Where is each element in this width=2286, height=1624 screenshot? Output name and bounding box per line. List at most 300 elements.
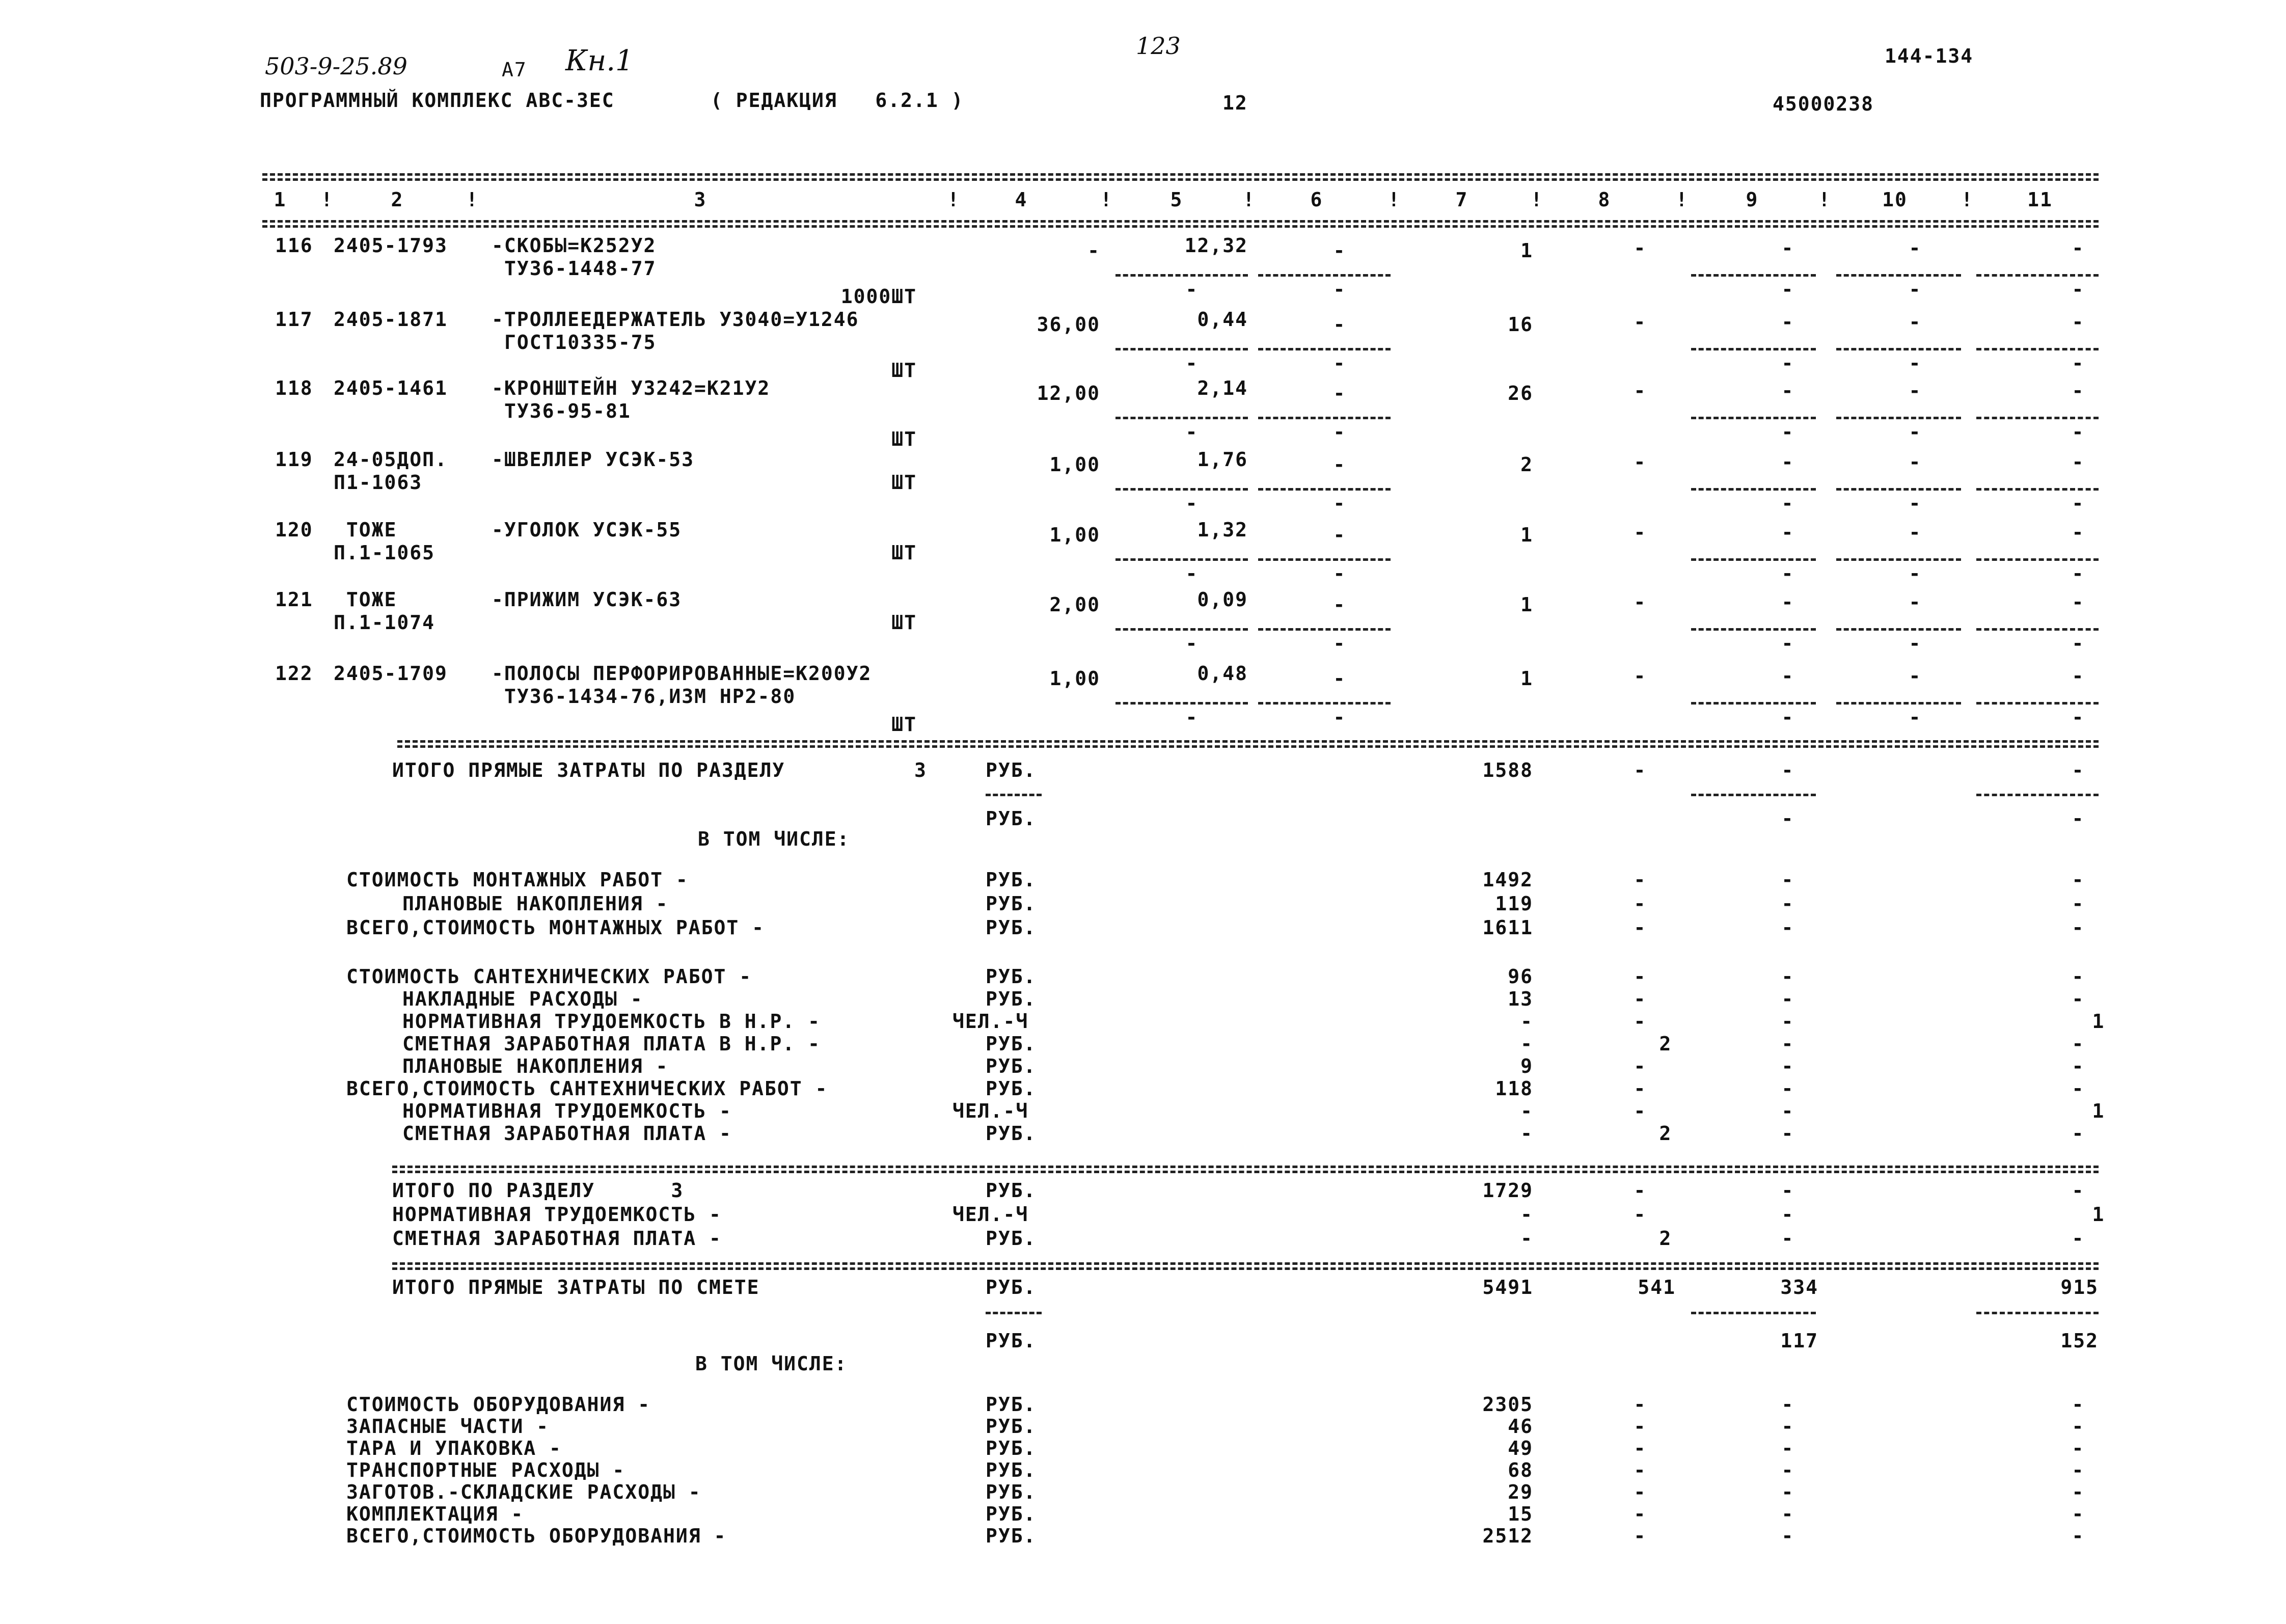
column-header: 5 <box>1170 188 1183 211</box>
unit: ЧЕЛ.-Ч <box>953 1100 1029 1122</box>
column-9-value: 117 <box>1780 1330 1818 1352</box>
column-11-value: - <box>2072 521 2085 544</box>
column-9-value: - <box>1781 1459 1794 1481</box>
column-header: 10 <box>1882 188 1908 211</box>
row-number: 120 <box>275 519 313 541</box>
breakdown-label: ВСЕГО,СТОИМОСТЬ МОНТАЖНЫХ РАБОТ - <box>346 916 765 939</box>
cell-underline <box>1115 702 1248 705</box>
column-6-value: - <box>1333 593 1346 616</box>
unit: РУБ. <box>986 1122 1037 1145</box>
breakdown-label: СМЕТНАЯ ЗАРАБОТНАЯ ПЛАТА - <box>392 1227 722 1250</box>
album-code: A7 <box>502 59 527 81</box>
column-8-value: - <box>1634 1077 1647 1100</box>
column-9-sub-value: - <box>1781 421 1794 443</box>
column-7-value: 1 <box>1520 667 1533 690</box>
column-8-value: - <box>1634 521 1647 544</box>
program-name: ПРОГРАММНЫЙ КОМПЛЕКС АВС-3ЕС <box>260 89 615 112</box>
column-9-value: - <box>1781 1100 1794 1122</box>
column-11-value: - <box>2072 1415 2085 1438</box>
unit: РУБ. <box>986 1227 1037 1250</box>
cell-underline <box>1691 348 1816 350</box>
column-9-sub-value: - <box>1781 492 1794 515</box>
equipment-label: ЗАПАСНЫЕ ЧАСТИ - <box>346 1415 550 1438</box>
section-total-rule <box>392 1166 2099 1168</box>
unit: РУБ. <box>986 1276 1037 1298</box>
column-7-value: 2512 <box>1482 1525 1533 1547</box>
column-8-value: - <box>1634 1525 1647 1547</box>
column-9-value: - <box>1781 591 1794 613</box>
column-9-value: - <box>1781 1437 1794 1459</box>
edition-label: ( РЕДАКЦИЯ 6.2.1 ) <box>711 89 964 112</box>
column-10-value: - <box>1909 591 1922 613</box>
column-11-value: - <box>2072 1437 2085 1459</box>
cell-underline <box>1976 274 2099 277</box>
column-9-value: - <box>1781 1227 1794 1250</box>
cell-underline <box>1836 558 1961 561</box>
column-10-value: - <box>1909 521 1922 544</box>
column-11-value: - <box>2072 1077 2085 1100</box>
column-header: 3 <box>694 188 707 211</box>
unit: РУБ. <box>986 1330 1037 1352</box>
column-11-value: - <box>2072 1179 2085 1202</box>
column-9-value: - <box>1781 1481 1794 1503</box>
column-8-value: - <box>1634 451 1647 473</box>
column-11-value: - <box>2072 1227 2085 1250</box>
unit: РУБ. <box>986 759 1037 781</box>
column-9-value: 334 <box>1780 1276 1818 1298</box>
column-5-sub-value: - <box>1185 492 1199 515</box>
column-11-value: - <box>2072 807 2085 830</box>
book-number: Кн.1 <box>565 44 634 77</box>
unit: ЧЕЛ.-Ч <box>953 1203 1029 1226</box>
column-8-value: - <box>1634 1415 1647 1438</box>
unit: РУБ. <box>986 1503 1037 1525</box>
equipment-label: ЗАГОТОВ.-СКЛАДСКИЕ РАСХОДЫ - <box>346 1481 701 1503</box>
column-7-value: 46 <box>1508 1415 1533 1438</box>
item-name: -УГОЛОК УСЭК-55 <box>492 519 682 541</box>
column-11-sub-value: - <box>2072 562 2085 585</box>
column-11-value: - <box>2072 1393 2085 1416</box>
document-page: 503-9-25.89 A7 Кн.1 123 144-134 ПРОГРАММНЫЙ КОМПЛЕКС АВС-3ЕС ( РЕДАКЦИЯ 6.2.1 ) 12 45000238 1 ! 2 ! 3 ! 4 ! 5 ! 6 ! 7 ! 8 ! 9 ! 10 ! 11 116 2405-1793 -СКОБЫ=К252У2 ТУ36-1448-77 1000ШТ - 12,32 - 1 - - - - - - - - - 117 2405-1871 -ТРОЛЛЕЕДЕРЖАТЕЛЬ У3040=У1246 ГОСТ10335-75 ШТ 36,00 0,44 - 16 - - - - - - - - - 118 2405-1461 -КРОНШТЕЙН У3242=К21У2 ТУ36-95-81 ШТ 12,00 2,14 - 26 - - - - - - - - - 119 24-05ДОП. П1-1063 -ШВЕЛЛЕР УСЭК-53 ШТ 1,00 1,76 - 2 - - - - - - - - - 120 ТОЖЕ П.1-1065 -УГОЛОК УСЭК-55 ШТ 1,00 1,32 - 1 - - - - - - - - - 121 ТОЖЕ П.1-1074 -ПРИЖИМ УСЭК-63 ШТ 2,00 0,09 - 1 - - - - - - - - - 122 2405-1709 -ПОЛОСЫ ПЕРФОРИРОВАННЫЕ=К200У2 ТУ36-1434-76,ИЗМ НР2-80 ШТ 1,00 0,48 - 1 - - - - - - - - - ИТОГО ПРЯМЫЕ ЗАТРАТЫ ПО РАЗДЕЛУ 3 РУБ. 1588 - - - РУБ. - - В ТОМ ЧИСЛЕ: СТОИМОСТЬ МОНТАЖНЫХ РАБОТ - РУБ. 1492 - - - ПЛАНОВЫЕ НАКОПЛЕНИЯ - РУБ. 119 - - - ВСЕГО,СТОИМОСТЬ МОНТАЖНЫХ РАБОТ - РУБ. 1611 - - - СТОИМОСТЬ САНТЕХНИЧЕСКИХ РАБОТ - РУБ. 96 - - - НАКЛАДНЫЕ РАСХОДЫ - РУБ. 13 - - - НОРМАТИВНАЯ ТРУДОЕМКОСТЬ В Н.Р. - ЧЕЛ.-Ч - - - 1 СМЕТНАЯ ЗАРАБОТНАЯ ПЛАТА В Н.Р. - РУБ. - 2 - - ПЛАНОВЫЕ НАКОПЛЕНИЯ - РУБ. 9 - - - ВСЕГО,СТОИМОСТЬ САНТЕХНИЧЕСКИХ РАБОТ - РУБ. 118 - - - НОРМАТИВНАЯ ТРУДОЕМКОСТЬ - ЧЕЛ.-Ч - - - 1 СМЕТНАЯ ЗАРАБОТНАЯ ПЛАТА - РУБ. - 2 - - ИТОГО ПО РАЗДЕЛУ 3 РУБ. 1729 - - - НОРМАТИВНАЯ ТРУДОЕМКОСТЬ - ЧЕЛ.-Ч - - - 1 СМЕТНАЯ ЗАРАБОТНАЯ ПЛАТА - РУБ. - 2 - - ИТОГО ПРЯМЫЕ ЗАТРАТЫ ПО СМЕТЕ РУБ. 5491 541 334 915 РУБ. 117 152 В ТОМ ЧИСЛЕ: СТОИМОСТЬ ОБОРУДОВАНИЯ - РУБ. 2305 - - - ЗАПАСНЫЕ ЧАСТИ - РУБ. 46 - - - ТАРА И УПАКОВКА - РУБ. 49 - - - ТРАНСПОРТНЫЕ РАСХОДЫ - РУБ. 68 - - - ЗАГОТОВ.-СКЛАДСКИЕ РАСХОДЫ - РУБ. 29 - - - КОМПЛЕКТАЦИЯ - РУБ. 15 - - - ВСЕГО,СТОИМОСТЬ ОБОРУДОВАНИЯ - РУБ. 2512 - - - <box>0 0 2286 1624</box>
column-8-value: - <box>1634 1393 1647 1416</box>
equipment-label: ТАРА И УПАКОВКА - <box>346 1437 562 1459</box>
column-9-value: - <box>1781 1033 1794 1055</box>
column-8-value: - <box>1634 988 1647 1010</box>
table-top-rule <box>262 173 2099 176</box>
column-11-value: 1 <box>2092 1100 2105 1122</box>
cell-underline <box>1836 417 1961 419</box>
unit-price: 12,32 <box>1184 234 1248 257</box>
price-code: ТОЖЕ <box>334 519 397 541</box>
cell-underline <box>1258 488 1391 491</box>
column-9-value: - <box>1781 869 1794 891</box>
cell-underline <box>1115 348 1248 350</box>
quantity: 2,00 <box>1049 593 1100 616</box>
column-10-sub-value: - <box>1909 492 1922 515</box>
cell-underline <box>1691 417 1816 419</box>
column-7-value: - <box>1520 1227 1533 1250</box>
column-11-value: - <box>2072 892 2085 915</box>
column-7-value: 5491 <box>1482 1276 1533 1298</box>
unit: РУБ. <box>986 892 1037 915</box>
column-9-sub-value: - <box>1781 562 1794 585</box>
column-11-value: - <box>2072 759 2085 781</box>
price-code: 2405-1793 <box>334 234 448 257</box>
breakdown-label: ВСЕГО,СТОИМОСТЬ САНТЕХНИЧЕСКИХ РАБОТ - <box>346 1077 828 1100</box>
column-11-sub-value: - <box>2072 352 2085 374</box>
column-8-value: - <box>1634 1503 1647 1525</box>
column-11-sub-value: - <box>2072 278 2085 301</box>
column-11-value: - <box>2072 1481 2085 1503</box>
unit-price: 1,32 <box>1197 519 1248 541</box>
estimate-direct-costs-label: ИТОГО ПРЯМЫЕ ЗАТРАТЫ ПО СМЕТЕ <box>392 1276 760 1298</box>
column-header: 4 <box>1015 188 1028 211</box>
unit: РУБ. <box>986 1393 1037 1416</box>
column-8-value: 2 <box>1659 1227 1672 1250</box>
column-11-value: - <box>2072 665 2085 687</box>
column-7-value: 96 <box>1508 965 1533 988</box>
column-11-value: - <box>2072 1459 2085 1481</box>
item-spec: ТУ36-1448-77 <box>504 257 657 280</box>
column-10-value: - <box>1909 665 1922 687</box>
column-7-value: 1729 <box>1482 1179 1533 1202</box>
cell-underline <box>1691 488 1816 491</box>
column-11-value: - <box>2072 591 2085 613</box>
price-code: 2405-1709 <box>334 662 448 685</box>
column-10-value: - <box>1909 451 1922 473</box>
column-9-value: - <box>1781 1203 1794 1226</box>
column-7-value: 16 <box>1508 313 1533 336</box>
cell-underline <box>1258 628 1391 631</box>
cell-underline <box>1258 558 1391 561</box>
cell-underline <box>1976 702 2099 705</box>
cell-underline <box>1836 274 1961 277</box>
unit: РУБ. <box>986 965 1037 988</box>
cell-underline <box>1976 558 2099 561</box>
column-header: 11 <box>2027 188 2053 211</box>
column-5-sub-value: - <box>1185 352 1199 374</box>
breakdown-label: СМЕТНАЯ ЗАРАБОТНАЯ ПЛАТА В Н.Р. - <box>402 1033 821 1055</box>
column-9-value: - <box>1781 1122 1794 1145</box>
column-7-value: - <box>1520 1010 1533 1033</box>
column-11-value: - <box>2072 1503 2085 1525</box>
breakdown-label: НАКЛАДНЫЕ РАСХОДЫ - <box>402 988 643 1010</box>
column-8-value: - <box>1634 237 1647 259</box>
column-11-sub-value: - <box>2072 706 2085 728</box>
breakdown-label: СТОИМОСТЬ МОНТАЖНЫХ РАБОТ - <box>346 869 689 891</box>
row-number: 118 <box>275 377 313 399</box>
column-8-value: - <box>1634 916 1647 939</box>
unit: РУБ. <box>986 1525 1037 1547</box>
item-name: -ПОЛОСЫ ПЕРФОРИРОВАННЫЕ=К200У2 <box>492 662 872 685</box>
column-8-value: - <box>1634 665 1647 687</box>
cell-underline <box>1115 558 1248 561</box>
unit: РУБ. <box>986 1179 1037 1202</box>
equipment-label: КОМПЛЕКТАЦИЯ - <box>346 1503 524 1525</box>
column-11-value: 1 <box>2092 1203 2105 1226</box>
column-6-sub-value: - <box>1333 706 1346 728</box>
unit: РУБ. <box>986 988 1037 1010</box>
row-number: 121 <box>275 588 313 611</box>
column-10-value: - <box>1909 237 1922 259</box>
cell-underline <box>1976 628 2099 631</box>
column-5-sub-value: - <box>1185 421 1199 443</box>
cell-underline <box>1836 628 1961 631</box>
column-11-sub-value: - <box>2072 632 2085 655</box>
cell-underline <box>1691 628 1816 631</box>
column-6-sub-value: - <box>1333 492 1346 515</box>
unit: РУБ. <box>986 1033 1037 1055</box>
cell-underline <box>1258 348 1391 350</box>
quantity: 1,00 <box>1049 453 1100 476</box>
column-8-value: - <box>1634 1179 1647 1202</box>
column-11-value: 915 <box>2060 1276 2099 1298</box>
unit: ЧЕЛ.-Ч <box>953 1010 1029 1033</box>
cell-underline <box>1115 274 1248 277</box>
unit: РУБ. <box>986 807 1037 830</box>
column-8-value: - <box>1634 1100 1647 1122</box>
item-name: -ШВЕЛЛЕР УСЭК-53 <box>492 448 695 471</box>
column-10-value: - <box>1909 311 1922 333</box>
column-10-sub-value: - <box>1909 632 1922 655</box>
quantity: - <box>1087 239 1100 262</box>
column-9-value: - <box>1781 1055 1794 1077</box>
row-number: 116 <box>275 234 313 257</box>
unit: 1000ШТ <box>840 285 917 308</box>
sheet-number: 12 <box>1222 92 1248 114</box>
row-number: 117 <box>275 308 313 331</box>
item-name: -КРОНШТЕЙН У3242=К21У2 <box>492 377 771 399</box>
column-6-sub-value: - <box>1333 421 1346 443</box>
column-8-value: - <box>1634 1203 1647 1226</box>
column-7-value: 2305 <box>1482 1393 1533 1416</box>
column-7-value: 1611 <box>1482 916 1533 939</box>
price-code: ТОЖЕ <box>334 588 397 611</box>
column-6-value: - <box>1333 239 1346 262</box>
column-7-value: 68 <box>1508 1459 1533 1481</box>
item-spec: ТУ36-1434-76,ИЗМ НР2-80 <box>504 685 796 708</box>
breakdown-label: СТОИМОСТЬ САНТЕХНИЧЕСКИХ РАБОТ - <box>346 965 752 988</box>
document-range: 144-134 <box>1885 45 1974 67</box>
column-9-value: - <box>1781 311 1794 333</box>
column-10-sub-value: - <box>1909 562 1922 585</box>
cell-underline <box>1691 558 1816 561</box>
breakdown-label: ПЛАНОВЫЕ НАКОПЛЕНИЯ - <box>402 892 669 915</box>
unit-price: 0,09 <box>1197 588 1248 611</box>
column-9-sub-value: - <box>1781 278 1794 301</box>
including-label: В ТОМ ЧИСЛЕ: <box>698 828 850 850</box>
column-11-value: - <box>2072 237 2085 259</box>
column-header: 8 <box>1598 188 1611 211</box>
column-7-value: 1 <box>1520 524 1533 546</box>
section-rule-2 <box>397 745 2099 748</box>
unit: РУБ. <box>986 1459 1037 1481</box>
equipment-label: ВСЕГО,СТОИМОСТЬ ОБОРУДОВАНИЯ - <box>346 1525 727 1547</box>
column-9-value: - <box>1781 759 1794 781</box>
breakdown-label: СМЕТНАЯ ЗАРАБОТНАЯ ПЛАТА - <box>402 1122 732 1145</box>
column-7-value: 26 <box>1508 382 1533 404</box>
column-8-value: - <box>1634 869 1647 891</box>
column-7-value: - <box>1520 1122 1533 1145</box>
column-9-value: - <box>1781 1010 1794 1033</box>
column-6-sub-value: - <box>1333 278 1346 301</box>
column-11-value: - <box>2072 451 2085 473</box>
item-spec: ТУ36-95-81 <box>504 400 631 422</box>
section-direct-costs-label: ИТОГО ПРЯМЫЕ ЗАТРАТЫ ПО РАЗДЕЛУ <box>392 759 785 781</box>
cell-underline <box>1691 274 1816 277</box>
quantity: 12,00 <box>1037 382 1100 404</box>
column-9-value: - <box>1781 988 1794 1010</box>
column-9-value: - <box>1781 1503 1794 1525</box>
section-rule <box>397 740 2099 743</box>
column-10-sub-value: - <box>1909 352 1922 374</box>
cell-underline <box>1115 628 1248 631</box>
column-7-value: 49 <box>1508 1437 1533 1459</box>
column-6-value: - <box>1333 313 1346 336</box>
column-8-value: 541 <box>1638 1276 1676 1298</box>
column-7-value: 1 <box>1520 239 1533 262</box>
column-9-value: - <box>1781 892 1794 915</box>
section-number: 3 <box>914 759 927 781</box>
page-number: 123 <box>1136 32 1181 60</box>
column-6-value: - <box>1333 453 1346 476</box>
breakdown-label: НОРМАТИВНАЯ ТРУДОЕМКОСТЬ - <box>402 1100 732 1122</box>
column-11-sub-value: - <box>2072 492 2085 515</box>
column-header: 2 <box>391 188 404 211</box>
column-7-value: 119 <box>1495 892 1533 915</box>
breakdown-label: НОРМАТИВНАЯ ТРУДОЕМКОСТЬ В Н.Р. - <box>402 1010 821 1033</box>
cell-underline <box>1976 348 2099 350</box>
unit: ШТ <box>891 713 917 736</box>
column-11-value: - <box>2072 380 2085 402</box>
column-6-value: - <box>1333 382 1346 404</box>
quantity: 36,00 <box>1037 313 1100 336</box>
column-9-value: - <box>1781 916 1794 939</box>
column-9-value: - <box>1781 807 1794 830</box>
column-11-sub-value: - <box>2072 421 2085 443</box>
including-label: В ТОМ ЧИСЛЕ: <box>695 1352 848 1375</box>
column-8-value: - <box>1634 892 1647 915</box>
column-8-value: - <box>1634 965 1647 988</box>
price-code-continued: П1-1063 <box>334 471 423 494</box>
section-total-rule-2 <box>392 1171 2099 1173</box>
column-7-value: 1588 <box>1482 759 1533 781</box>
column-8-value: - <box>1634 1010 1647 1033</box>
column-8-value: 2 <box>1659 1033 1672 1055</box>
unit-price: 1,76 <box>1197 448 1248 471</box>
equipment-label: СТОИМОСТЬ ОБОРУДОВАНИЯ - <box>346 1393 651 1416</box>
column-10-value: - <box>1909 380 1922 402</box>
column-10-sub-value: - <box>1909 421 1922 443</box>
unit: РУБ. <box>986 1437 1037 1459</box>
unit-price: 2,14 <box>1197 377 1248 399</box>
column-11-value: - <box>2072 916 2085 939</box>
column-5-sub-value: - <box>1185 706 1199 728</box>
column-11-value: - <box>2072 1033 2085 1055</box>
column-8-value: - <box>1634 1437 1647 1459</box>
column-6-sub-value: - <box>1333 632 1346 655</box>
estimate-total-rule <box>392 1262 2099 1265</box>
column-9-sub-value: - <box>1781 706 1794 728</box>
cell-underline <box>1115 417 1248 419</box>
quantity: 1,00 <box>1049 524 1100 546</box>
column-9-value: - <box>1781 1179 1794 1202</box>
unit: ШТ <box>891 611 917 634</box>
column-header: 9 <box>1746 188 1759 211</box>
column-8-value: - <box>1634 380 1647 402</box>
project-code: 503-9-25.89 <box>265 52 407 80</box>
column-8-value: 2 <box>1659 1122 1672 1145</box>
header-bottom-rule-2 <box>262 225 2099 228</box>
column-7-value: - <box>1520 1203 1533 1226</box>
quantity: 1,00 <box>1049 667 1100 690</box>
cell-underline <box>1976 417 2099 419</box>
column-9-value: - <box>1781 1415 1794 1438</box>
unit: ШТ <box>891 359 917 382</box>
column-7-value: - <box>1520 1100 1533 1122</box>
cell-underline <box>1258 702 1391 705</box>
breakdown-label: ПЛАНОВЫЕ НАКОПЛЕНИЯ - <box>402 1055 669 1077</box>
price-code-continued: П.1-1074 <box>334 611 436 634</box>
column-5-sub-value: - <box>1185 278 1199 301</box>
column-10-sub-value: - <box>1909 278 1922 301</box>
column-7-value: 29 <box>1508 1481 1533 1503</box>
column-7-value: 15 <box>1508 1503 1533 1525</box>
document-id: 45000238 <box>1773 93 1874 115</box>
column-10-sub-value: - <box>1909 706 1922 728</box>
header-bottom-rule <box>262 220 2099 223</box>
price-code: 24-05ДОП. <box>334 448 448 471</box>
column-8-value: - <box>1634 1459 1647 1481</box>
breakdown-label: НОРМАТИВНАЯ ТРУДОЕМКОСТЬ - <box>392 1203 722 1226</box>
column-9-value: - <box>1781 380 1794 402</box>
unit: РУБ. <box>986 1481 1037 1503</box>
unit: РУБ. <box>986 869 1037 891</box>
unit: ШТ <box>891 428 917 450</box>
column-9-value: - <box>1781 1525 1794 1547</box>
item-name: -СКОБЫ=К252У2 <box>492 234 657 257</box>
price-code-continued: П.1-1065 <box>334 542 436 564</box>
column-9-value: - <box>1781 1393 1794 1416</box>
item-name: -ТРОЛЛЕЕДЕРЖАТЕЛЬ У3040=У1246 <box>492 308 859 331</box>
cell-underline <box>1258 274 1391 277</box>
column-6-sub-value: - <box>1333 352 1346 374</box>
column-6-value: - <box>1333 524 1346 546</box>
equipment-label: ТРАНСПОРТНЫЕ РАСХОДЫ - <box>346 1459 625 1481</box>
item-spec: ГОСТ10335-75 <box>504 331 657 354</box>
column-9-value: - <box>1781 965 1794 988</box>
cell-underline <box>1258 417 1391 419</box>
unit: РУБ. <box>986 916 1037 939</box>
column-header: 7 <box>1455 188 1468 211</box>
column-9-sub-value: - <box>1781 352 1794 374</box>
cell-underline <box>1836 348 1961 350</box>
column-7-value: 1 <box>1520 593 1533 616</box>
column-9-value: - <box>1781 237 1794 259</box>
unit: ШТ <box>891 471 917 494</box>
item-name: -ПРИЖИМ УСЭК-63 <box>492 588 682 611</box>
unit: РУБ. <box>986 1077 1037 1100</box>
cell-underline <box>1115 488 1248 491</box>
column-9-value: - <box>1781 521 1794 544</box>
column-5-sub-value: - <box>1185 632 1199 655</box>
column-7-value: 13 <box>1508 988 1533 1010</box>
column-9-value: - <box>1781 665 1794 687</box>
column-header: 1 <box>274 188 287 211</box>
column-11-value: 152 <box>2060 1330 2099 1352</box>
breakdown-label: ИТОГО ПО РАЗДЕЛУ 3 <box>392 1179 684 1202</box>
column-11-value: - <box>2072 988 2085 1010</box>
